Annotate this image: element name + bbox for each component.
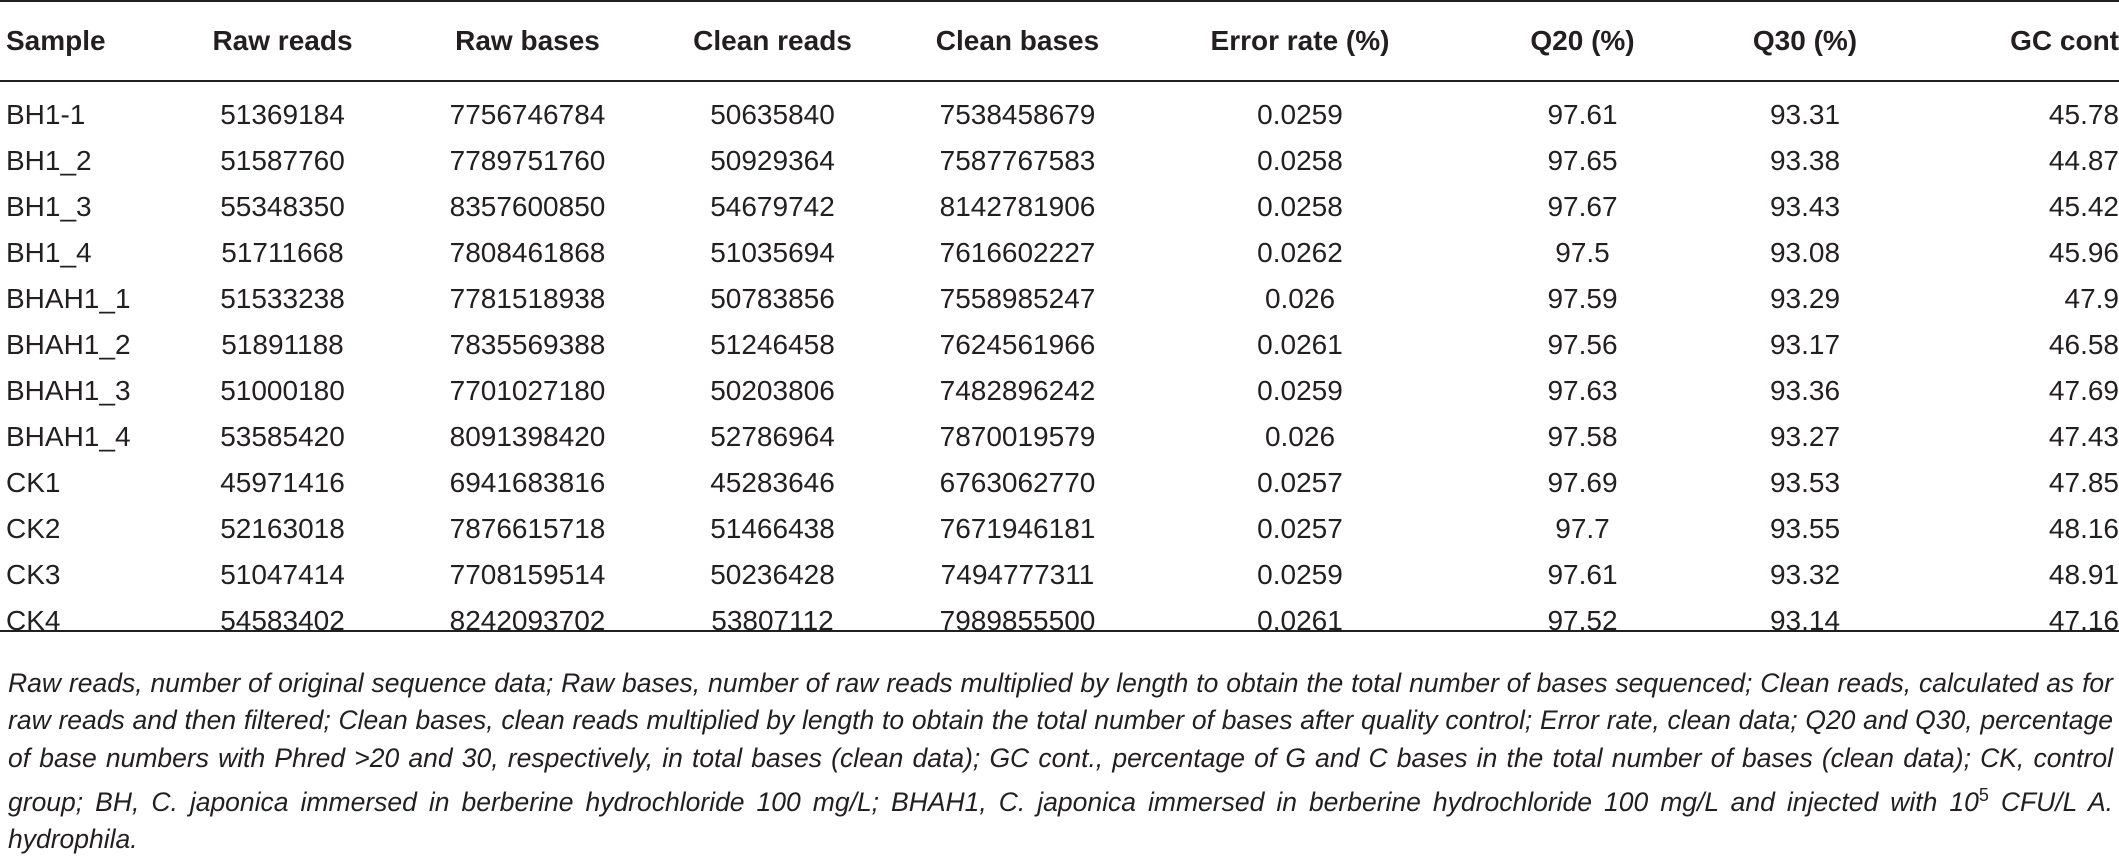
table-row	[0, 552, 2119, 598]
cell-clean-reads: 51035694	[710, 237, 835, 268]
cell-clean-bases: 7558985247	[939, 283, 1096, 314]
cell-clean-reads: 52786964	[710, 421, 835, 452]
table-footnote	[8, 665, 2113, 859]
cell-raw-bases: 7781518938	[449, 283, 606, 314]
footnote-text-end: CFU/L A. hydrophila.	[8, 786, 2113, 855]
cell-raw-reads: 54583402	[220, 605, 345, 636]
cell-clean-reads: 50783856	[710, 283, 835, 314]
cell-raw-bases: 8242093702	[449, 605, 606, 636]
cell-raw-reads: 45971416	[220, 467, 345, 498]
cell-gc-cont: 47.43	[2048, 421, 2119, 452]
cell-sample: CK4	[6, 605, 61, 636]
cell-clean-bases: 6763062770	[939, 467, 1096, 498]
cell-clean-bases: 7624561966	[939, 329, 1096, 360]
cell-sample: BH1_4	[6, 237, 92, 268]
cell-sample: CK1	[6, 467, 61, 498]
cell-clean-reads: 50203806	[710, 375, 835, 406]
cell-sample: BH1_3	[6, 191, 92, 222]
cell-error-rate: 0.026	[1264, 283, 1336, 314]
header-row	[0, 0, 2119, 82]
cell-gc-cont: 44.87	[2048, 145, 2119, 176]
cell-gc-cont: 48.91	[2048, 559, 2119, 590]
cell-q20: 97.52	[1547, 605, 1618, 636]
cell-q30: 93.55	[1769, 513, 1841, 544]
cell-clean-bases: 7587767583	[939, 145, 1096, 176]
cell-clean-reads: 51246458	[710, 329, 835, 360]
cell-q20: 97.5	[1555, 237, 1610, 268]
cell-sample: BHAH1_4	[6, 421, 131, 452]
table-row	[0, 184, 2119, 230]
cell-sample: CK2	[6, 513, 61, 544]
cell-clean-bases: 8142781906	[939, 191, 1096, 222]
table-row	[0, 414, 2119, 460]
col-header-clean-reads: Clean reads	[693, 25, 852, 56]
cell-q30: 93.17	[1769, 329, 1841, 360]
cell-q20: 97.65	[1547, 145, 1618, 176]
cell-raw-reads: 51369184	[220, 99, 345, 130]
cell-q30: 93.32	[1769, 559, 1841, 590]
col-header-q20: Q20 (%)	[1530, 25, 1635, 56]
col-header-gc-cont: GC cont	[2010, 25, 2119, 56]
cell-error-rate: 0.0262	[1257, 237, 1343, 268]
cell-q20: 97.59	[1547, 283, 1618, 314]
cell-raw-bases: 7789751760	[449, 145, 606, 176]
cell-clean-reads: 50929364	[710, 145, 835, 176]
cell-gc-cont: 47.69	[2048, 375, 2119, 406]
cell-q30: 93.29	[1769, 283, 1841, 314]
cell-gc-cont: 47.85	[2048, 467, 2119, 498]
table-row	[0, 598, 2119, 644]
cell-raw-bases: 7876615718	[449, 513, 606, 544]
cell-raw-reads: 51891188	[221, 329, 344, 360]
cell-clean-reads: 50236428	[710, 559, 835, 590]
cell-error-rate: 0.0259	[1257, 99, 1343, 130]
cell-error-rate: 0.026	[1264, 421, 1336, 452]
cell-raw-reads: 51047414	[220, 559, 345, 590]
table-body	[0, 82, 2119, 644]
col-header-sample: Sample	[6, 25, 106, 56]
cell-raw-bases: 8091398420	[449, 421, 606, 452]
cell-clean-bases: 7616602227	[939, 237, 1096, 268]
cell-q20: 97.61	[1547, 559, 1618, 590]
cell-error-rate: 0.0259	[1257, 375, 1343, 406]
cell-sample: BH1_2	[6, 145, 92, 176]
cell-raw-reads: 51000180	[220, 375, 345, 406]
table-row	[0, 276, 2119, 322]
cell-gc-cont: 47.9	[2064, 283, 2119, 314]
cell-q30: 93.36	[1769, 375, 1841, 406]
table-row	[0, 322, 2119, 368]
cell-error-rate: 0.0261	[1257, 329, 1343, 360]
col-header-error-rate: Error rate (%)	[1210, 25, 1390, 56]
cell-error-rate: 0.0259	[1257, 559, 1343, 590]
cell-gc-cont: 45.96	[2048, 237, 2119, 268]
cell-q30: 93.43	[1769, 191, 1841, 222]
cell-gc-cont: 45.42	[2048, 191, 2119, 222]
cell-clean-bases: 7494777311	[940, 559, 1095, 590]
footnote-text: Raw reads, number of original sequence data; Raw bases, number of raw reads multiplied by length to obtain the total number of bases sequenced; Clean reads, calculated as for raw reads and then filtered; Clean bases, clean reads multiplied by length to obtain the total number of bases after quality control; Error rate, clean data; Q20 and Q30, percentage of base numbers with Phred >20 and 30, respectively, in total bases (clean data); GC cont., percentage of G and C bases in the total number of bases (clean data); CK, control group; BH, C. japonica immersed in berberine hydrochloride 100 mg/L; BHAH1, C. japonica immersed in berberine hydrochloride 100 mg/L and injected with 10	[8, 667, 2113, 817]
cell-error-rate: 0.0258	[1257, 191, 1343, 222]
cell-q20: 97.58	[1547, 421, 1618, 452]
cell-q30: 93.38	[1769, 145, 1841, 176]
cell-raw-reads: 51587760	[220, 145, 345, 176]
cell-clean-bases: 7538458679	[939, 99, 1096, 130]
cell-q20: 97.56	[1547, 329, 1618, 360]
cell-q30: 93.08	[1769, 237, 1841, 268]
col-header-raw-reads: Raw reads	[212, 25, 353, 56]
cell-q20: 97.63	[1547, 375, 1618, 406]
cell-clean-reads: 45283646	[710, 467, 835, 498]
cell-clean-reads: 50635840	[710, 99, 835, 130]
cell-clean-reads: 51466438	[710, 513, 835, 544]
cell-raw-reads: 52163018	[220, 513, 345, 544]
cell-raw-bases: 7708159514	[449, 559, 606, 590]
cell-q30: 93.27	[1769, 421, 1841, 452]
cell-gc-cont: 45.78	[2048, 99, 2119, 130]
cell-q30: 93.31	[1769, 99, 1841, 130]
cell-raw-reads: 53585420	[220, 421, 345, 452]
cell-clean-bases: 7989855500	[939, 605, 1096, 636]
cell-q20: 97.67	[1547, 191, 1618, 222]
cell-clean-bases: 7870019579	[939, 421, 1096, 452]
table-row	[0, 230, 2119, 276]
cell-clean-bases: 7671946181	[939, 513, 1096, 544]
cell-raw-bases: 8357600850	[449, 191, 606, 222]
cell-clean-bases: 7482896242	[939, 375, 1096, 406]
cell-error-rate: 0.0258	[1257, 145, 1343, 176]
table-row	[0, 82, 2119, 138]
cell-gc-cont: 46.58	[2048, 329, 2119, 360]
cell-raw-bases: 6941683816	[449, 467, 606, 498]
table-row	[0, 368, 2119, 414]
cell-clean-reads: 54679742	[710, 191, 835, 222]
cell-raw-bases: 7701027180	[449, 375, 606, 406]
cell-raw-reads: 51533238	[220, 283, 345, 314]
cell-error-rate: 0.0261	[1257, 605, 1343, 636]
cell-gc-cont: 48.16	[2048, 513, 2119, 544]
table-row	[0, 138, 2119, 184]
cell-sample: CK3	[6, 559, 61, 590]
cell-clean-reads: 53807112	[711, 605, 834, 636]
cell-sample: BH1-1	[6, 99, 86, 130]
cell-raw-reads: 55348350	[220, 191, 345, 222]
cell-raw-reads: 51711668	[221, 237, 344, 268]
col-header-q30: Q30 (%)	[1752, 25, 1858, 56]
cell-raw-bases: 7808461868	[449, 237, 606, 268]
col-header-raw-bases: Raw bases	[455, 25, 600, 56]
cell-sample: BHAH1_1	[6, 283, 131, 314]
cell-q20: 97.7	[1555, 513, 1610, 544]
cell-sample: BHAH1_3	[6, 375, 131, 406]
cell-q20: 97.69	[1547, 467, 1618, 498]
cell-q20: 97.61	[1547, 99, 1618, 130]
cell-q30: 93.53	[1769, 467, 1841, 498]
cell-sample: BHAH1_2	[6, 329, 131, 360]
cell-q30: 93.14	[1769, 605, 1841, 636]
footnote-superscript: 5	[1978, 785, 1989, 805]
cell-raw-bases: 7756746784	[449, 99, 606, 130]
table-row	[0, 460, 2119, 506]
table-row	[0, 506, 2119, 552]
cell-gc-cont: 47.16	[2048, 605, 2119, 636]
cell-raw-bases: 7835569388	[449, 329, 606, 360]
cell-error-rate: 0.0257	[1257, 513, 1343, 544]
cell-error-rate: 0.0257	[1257, 467, 1343, 498]
col-header-clean-bases: Clean bases	[935, 25, 1100, 56]
